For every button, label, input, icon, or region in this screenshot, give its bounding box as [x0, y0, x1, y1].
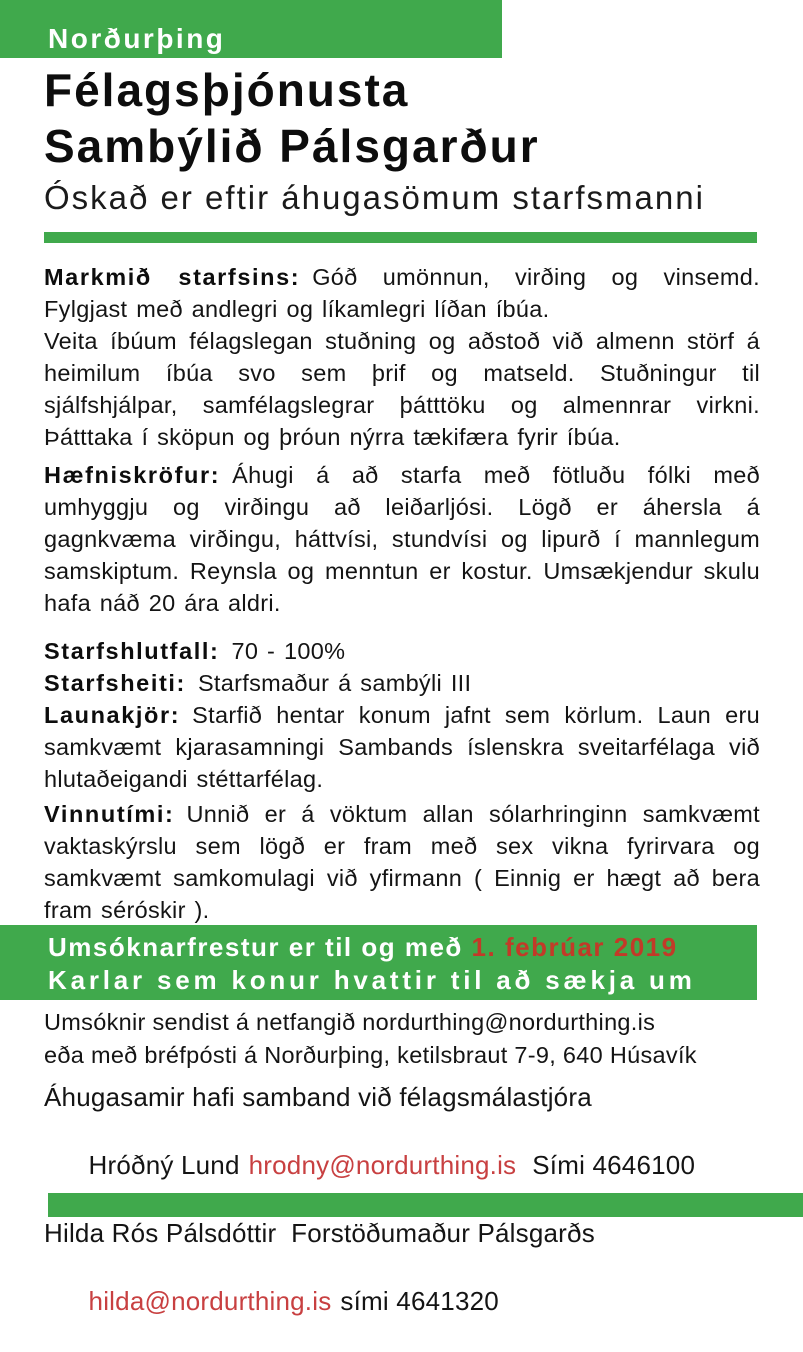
title-line-2: Sambýlið Pálsgarður: [44, 120, 540, 172]
contact-line-3: [44, 1250, 794, 1352]
footer-spacer: [44, 1072, 794, 1080]
title-block: [44, 62, 784, 218]
contact-line-2: Hilda Rós Pálsdóttir Forstöðumaður Pálsgarðs: [44, 1218, 595, 1248]
job-description: [44, 261, 760, 926]
section-text: 70 - 100%: [231, 638, 346, 664]
section-label: Launakjör:: [44, 702, 181, 728]
header-green-bar: [0, 0, 502, 58]
section-label: Vinnutími:: [44, 801, 175, 827]
application-info: [44, 1006, 794, 1352]
divider-rule: [44, 232, 757, 243]
section-text: Starfið hentar konum jafnt sem körlum. Laun eru samkvæmt kjarasamningi Sambands íslenskra sveitarfélaga við hlutaðeigandi stéttarfélag.: [44, 702, 760, 792]
contact-intro-line: Áhugasamir hafi samband við félagsmálastjóra: [44, 1082, 592, 1112]
organization-name: Norðurþing: [48, 23, 226, 54]
section-salary: [44, 699, 760, 795]
section-text: Veita íbúum félagslegan stuðning og aðstoð við almenn störf á heimilum íbúa svo sem þrif og matseld. Stuðningur til sjálfshjálpar, samfélagslegrar þátttöku og almennrar virkni. Þátttaka í sköpun og þróun nýrra tækifæra fyrir íbúa.: [44, 328, 760, 450]
contact-phone-1: Sími 4646100: [532, 1150, 696, 1180]
section-label: Starfshlutfall:: [44, 638, 220, 664]
page-subtitle: Óskað er eftir áhugasömum starfsmanni: [44, 179, 705, 216]
application-mail-line: eða með bréfpósti á Norðurþing, ketilsbraut 7-9, 640 Húsavík: [44, 1042, 697, 1068]
section-working-hours: [44, 798, 760, 926]
section-employment-ratio: [44, 635, 760, 667]
section-text: Góð umönnun, virðing og vinsemd. Fylgjast með andlegri og líkamlegri líðan íbúa.: [44, 264, 760, 322]
bottom-green-bar: [48, 1193, 803, 1217]
deadline-date: 1. febrúar 2019: [471, 932, 678, 962]
deadline-line: [48, 931, 757, 964]
email-link-hilda[interactable]: hilda@nordurthing.is: [88, 1286, 332, 1316]
section-goal: [44, 261, 760, 325]
application-email-line: Umsóknir sendist á netfangið nordurthing@nordurthing.is: [44, 1009, 656, 1035]
section-goal-cont: [44, 325, 760, 453]
deadline-banner: [0, 925, 757, 1000]
equality-statement: Karlar sem konur hvattir til að sækja um: [48, 965, 696, 995]
deadline-text: Umsóknarfrestur er til og með: [48, 932, 472, 962]
section-text: Unnið er á vöktum allan sólarhringinn samkvæmt vaktaskýrslu sem lögð er fram með sex vikna fyrirvara og samkvæmt samkomulagi við yfirmann ( Einnig er hægt að bera fram séróskir ).: [44, 801, 760, 923]
section-requirements: [44, 459, 760, 619]
page-title: [44, 62, 784, 174]
section-job-title: [44, 667, 760, 699]
contact-phone-2: sími 4641320: [340, 1286, 499, 1316]
contact-name-1: Hróðný Lund: [88, 1150, 240, 1180]
email-link-hrodny[interactable]: hrodny@nordurthing.is: [248, 1150, 517, 1180]
title-line-1: Félagsþjónusta: [44, 64, 410, 116]
section-text: Áhugi á að starfa með fötluðu fólki með umhyggju og virðingu að leiðarljósi. Lögð er áhersla á gagnkvæma virðingu, háttvísi, stundvísi og lipurð í mannlegum samskiptum. Reynsla og menntun er kostur. Umsækjendur skulu hafa náð 20 ára aldri.: [44, 462, 760, 616]
section-label: Markmið starfsins:: [44, 264, 301, 290]
section-label: Starfsheiti:: [44, 670, 186, 696]
section-text: Starfsmaður á sambýli III: [197, 670, 472, 696]
section-label: Hæfniskröfur:: [44, 462, 221, 488]
